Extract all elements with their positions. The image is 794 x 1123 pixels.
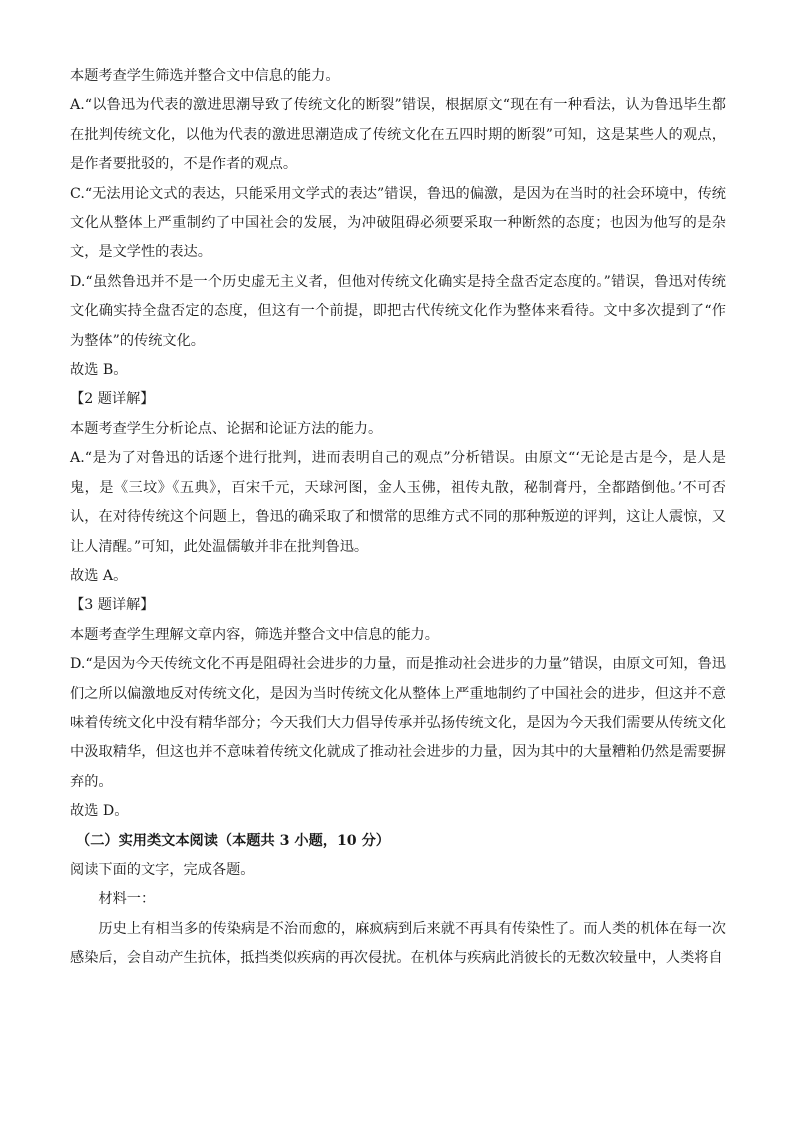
option-d-analysis-3: D.“是因为今天传统文化不再是阻碍社会进步的力量，而是推动社会进步的力量”错误，由原文可知，鲁迅们之所以偏激地反对传统文化，是因为当时传统文化从整体上严重地制约了中国社会的进步，但这并不意味着传统文化中没有精华部分；今天我们大力倡导传承并弘扬传统文化，是因为今天我们需要从传统文化中汲取精华，但这也并不意味着传统文化就成了推动社会进步的力量，因为其中的大量糟粕仍然是需要摒弃的。 (70, 656, 726, 790)
material-label: 材料一： (98, 891, 156, 908)
answer-1: 故选 B。 (70, 362, 128, 379)
answer-2: 故选 A。 (70, 567, 128, 584)
option-d-analysis-1: D.“虽然鲁迅并不是一个历史虚无主义者，但他对传统文化确实是持全盘否定态度的。”错误，鲁迅对传统文化确实持全盘否定的态度，但这有一个前提，即把古代传统文化作为整体来看待。文中多次提到了“作为整体”的传统文化。 (70, 273, 726, 349)
question-3-heading: 【3 题详解】 (70, 597, 155, 614)
analysis-intro-3: 本题考查学生理解文章内容，筛选并整合文中信息的能力。 (70, 626, 439, 643)
analysis-intro-1: 本题考查学生筛选并整合文中信息的能力。 (70, 68, 340, 84)
analysis-intro-2: 本题考查学生分析论点、论据和论证方法的能力。 (70, 420, 383, 437)
section-heading: （二）实用类文本阅读（本题共 3 小题，10 分） (76, 832, 390, 849)
reading-instruction: 阅读下面的文字，完成各题。 (70, 861, 255, 878)
option-a-analysis-1: A.“以鲁迅为代表的激进思潮导致了传统文化的断裂”错误，根据原文“现在有一种看法，认为鲁迅毕生都在批判传统文化，以他为代表的激进思潮造成了传统文化在五四时期的断裂”可知，这是某些人的观点，是作者要批驳的，不是作者的观点。 (70, 97, 726, 173)
material-text: 历史上有相当多的传染病是不治而愈的，麻疯病到后来就不再具有传染性了。而人类的机体在每一次感染后，会自动产生抗体，抵挡类似疾病的再次侵扰。在机体与疾病此消彼长的无数次较量中，人类将自 (70, 920, 726, 967)
option-a-analysis-2: A.“是为了对鲁迅的话逐个进行批判，进而表明自己的观点”分析错误。由原文“‘无论是古是今，是人是鬼，是《三坟》《五典》，百宋千元，天球河图，金人玉佛，祖传丸散，秘制膏丹，全都踏倒他。’不可否认，在对待传统这个问题上，鲁迅的确采取了和惯常的思维方式不同的那种叛逆的评判，这让人震惊，又让人清醒。”可知，此处温儒敏并非在批判鲁迅。 (70, 450, 726, 555)
option-c-analysis-1: C.“无法用论文式的表达，只能采用文学式的表达”错误，鲁迅的偏激，是因为在当时的社会环境中，传统文化从整体上严重制约了中国社会的发展，为冲破阻碍必须要采取一种断然的态度；也因为他写的是杂文，是文学性的表达。 (70, 185, 726, 261)
answer-3: 故选 D。 (70, 803, 129, 820)
question-2-heading: 【2 题详解】 (70, 391, 155, 408)
document-page (70, 62, 726, 974)
